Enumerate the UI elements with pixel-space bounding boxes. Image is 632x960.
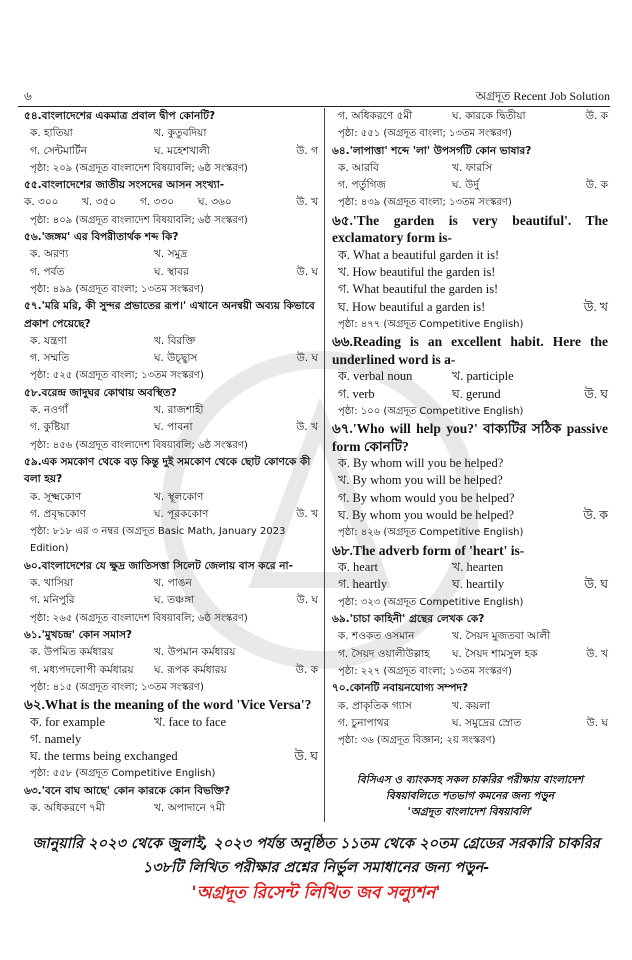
source-reference: পৃষ্ঠা: ৩৬ (অগ্রদূত বিজ্ঞান; ২য় সংস্করণ) [338, 735, 496, 747]
option: ঘ. heartily [452, 577, 505, 592]
option: গ. ৩৩০ [140, 196, 175, 209]
option-row [332, 715, 608, 732]
option-row [24, 350, 318, 367]
question-text: ৫৯.এক সমকোণ থেকে বড় কিন্তু দুই সমকোণ থেকে ছোট কোণকে কী বলা হয়? [24, 455, 311, 486]
source-reference: পৃষ্ঠা: ৪০৯ (অগ্রদূত বাংলাদেশ বিষয়াবলি; ৬ষ্ঠ সংস্করণ) [30, 214, 248, 226]
option-row [24, 419, 318, 436]
option: খ. পাঙন [154, 577, 192, 590]
option: গ. অধিকরণে ৫মী [338, 110, 413, 122]
option-row [332, 698, 608, 715]
option-row [24, 800, 318, 817]
option-row [332, 628, 608, 645]
question-text: ৬৮.The adverb form of 'heart' is- [332, 542, 525, 558]
option: খ. By whom you will be helped? [338, 473, 503, 488]
question-text: ৬৩.'বনে বাঘ আছে' কোন কারকে কোন বিভক্তি? [24, 784, 231, 797]
answer-mark: উ. খ [586, 647, 608, 660]
option-row [332, 559, 608, 576]
option: খ. কুতুবদিয়া [154, 127, 207, 140]
answer-mark: উ. ঘ [296, 352, 318, 365]
promo-line-2: ১৩৮টি লিখিত পরীক্ষার প্রশ্নের নির্ভুল সমাধানের জন্য পড়ুন- [142, 860, 490, 876]
option: ঘ. কারকে দ্বিতীয়া [452, 110, 526, 122]
source-reference: পৃষ্ঠা: ৪১৫ (অগ্রদূত বাংলা; ১৩তম সংস্করণ) [30, 681, 204, 693]
source-reference: পৃষ্ঠা: ৪৯৯ (অগ্রদূত বাংলা; ১৩তম সংস্করণ) [30, 283, 204, 295]
option: গ. By whom would you be helped? [338, 490, 515, 505]
option: ক. সূক্ষ্মকোণ [30, 490, 82, 503]
answer-mark: উ. খ [296, 196, 318, 209]
option-row [24, 644, 318, 661]
answer-mark: উ. ক [585, 179, 608, 192]
option: ক. অরণ্য [30, 248, 69, 261]
note-line-2: বিষয়াবলিতে শতভাগ কমনের জন্য পড়ুন [385, 790, 555, 802]
source-reference: পৃষ্ঠা: ৪৩৯ (অগ্রদূত বাংলা; ১৩তম সংস্করণ) [338, 197, 512, 209]
option-row [24, 246, 318, 263]
option-row [24, 592, 318, 609]
option: ক. নওগাঁ [30, 404, 68, 417]
option: ক. প্রাকৃতিক গ্যাস [338, 699, 412, 712]
question-text: ৭০.কোনটি নবায়নযোগ্য সম্পদ? [332, 682, 469, 695]
option: ক. for example [30, 714, 106, 729]
option: ক. হাতিয়া [30, 127, 73, 140]
question-text: ৬১.'মুখচন্দ্র' কোন সমাস? [24, 628, 133, 641]
option-row [332, 368, 608, 385]
source-reference: পৃষ্ঠা: ২৬৫ (অগ্রদূত বাংলাদেশ বিষয়াবলি; ৬ষ্ঠ সংস্করণ) [30, 612, 248, 624]
option-row [24, 125, 318, 142]
promo-line-1: জানুয়ারি ২০২৩ থেকে জুলাই, ২০২৩ পর্যন্ত অনুষ্ঠিত ১১তম থেকে ২০তম গ্রেডের সরকারি চাকরির [32, 836, 600, 852]
answer-mark: উ. ক [583, 508, 608, 523]
option: ক. heart [338, 560, 378, 575]
option-row [24, 264, 318, 281]
option-row [24, 333, 318, 350]
option: খ. hearten [452, 560, 504, 575]
question-text: ৫৪.বাংলাদেশের একমাত্র প্রবাল দ্বীপ কোনটি? [24, 110, 216, 122]
option: খ. সমুদ্র [154, 248, 188, 261]
source-reference: পৃষ্ঠা: ৫৫১ (অগ্রদূত বাংলা; ১৩তম সংস্করণ) [338, 128, 512, 140]
option: খ. অপাদানে ৭মী [154, 802, 225, 815]
source-reference: পৃষ্ঠা: ৮১৮ এর ৩ নম্বর (অগ্রদূত Basic Math, January 2023 Edition) [30, 526, 286, 555]
answer-mark: উ. ঘ [294, 749, 318, 764]
option-row [24, 143, 318, 160]
promo-book-title: 'অগ্রদূত রিসেন্ট লিখিত জব সল্যুশন' [191, 883, 441, 903]
answer-mark: উ. ঘ [296, 265, 318, 278]
question-text: ৫৭.'মরি মরি, কী সুন্দর প্রভাতের রূপ।' এখানে অনন্বয়ী অব্যয় কিভাবে প্রকাশ পেয়েছে? [24, 300, 315, 330]
answer-mark: উ. ঘ [584, 577, 608, 592]
source-reference: পৃষ্ঠা: ৪৭৭ (অগ্রদূত Competitive English) [338, 318, 524, 330]
option: ক. উপমিত কর্মধারয় [30, 646, 114, 659]
option-row [332, 576, 608, 593]
source-reference: পৃষ্ঠা: ৫৫৮ (অগ্রদূত Competitive English) [30, 768, 216, 780]
option: ক. What a beautiful garden it is! [338, 247, 500, 262]
option: ক. অধিকরণে ৭মী [30, 802, 105, 815]
option: ঘ. How beautiful a garden is! [338, 299, 486, 314]
option: গ. verb [338, 386, 375, 401]
option-row [332, 646, 608, 663]
option: গ. সম্মতি [30, 352, 70, 365]
option-row [24, 575, 318, 592]
option: ঘ. স্থাবর [154, 265, 189, 278]
right-column [332, 108, 608, 749]
source-reference: পৃষ্ঠা: ২০৯ (অগ্রদূত বাংলাদেশ বিষয়াবলি; ৬ষ্ঠ সংস্করণ) [30, 162, 248, 174]
option: ঘ. By whom you would be helped? [338, 508, 515, 523]
option: গ. মনিপুরি [30, 594, 75, 607]
option-row [332, 507, 608, 524]
question-text: ৫৫.বাংলাদেশের জাতীয় সংসদের আসন সংখ্যা- [24, 179, 225, 192]
source-reference: পৃষ্ঠা: ৩২৩ (অগ্রদূত Competitive English) [338, 596, 524, 608]
answer-mark: উ. ঘ [296, 594, 318, 607]
option: ঘ. রূপক কর্মধারয় [154, 663, 227, 676]
option: খ. সৈয়দ মুজতবা আলী [452, 630, 551, 643]
answer-mark: উ. ক [585, 110, 608, 122]
source-reference: পৃষ্ঠা: ১০০ (অগ্রদূত Competitive English) [338, 405, 524, 417]
option-row [24, 662, 318, 679]
note-line-3: 'অগ্রদূত বাংলাদেশ বিষয়াবলি' [407, 806, 533, 818]
column-divider [324, 108, 325, 822]
option: খ. participle [452, 369, 514, 384]
option: ঘ. উর্দু [452, 179, 479, 192]
option: গ. পর্তুগিজ [338, 179, 386, 192]
question-text: ৬৫.'The garden is very beautiful'. The exclamatory form is- [332, 212, 608, 246]
page-number: ৬ [24, 89, 32, 103]
option-row [332, 108, 608, 125]
option-row [332, 299, 608, 316]
option: ঘ. সৈয়দ শামসুল হক [452, 647, 538, 660]
option: খ. ৩৫০ [82, 196, 117, 209]
answer-mark: উ. ঘ [584, 386, 608, 401]
option: খ. স্থূলকোণ [154, 490, 204, 503]
option-row [24, 748, 318, 765]
option: ঘ. ৩৬০ [198, 196, 232, 209]
question-text: ৫৬.'জঙ্গম' এর বিপরীতার্থক শব্দ কি? [24, 231, 179, 244]
option-row [332, 455, 608, 472]
option-row [332, 490, 608, 507]
option: খ. How beautiful the garden is! [338, 265, 496, 280]
answer-mark: উ. খ [583, 299, 608, 314]
option: গ. চুনাপাথর [338, 716, 390, 729]
question-text: ৬৯.'চাচা কাহিনী' গ্রন্থের লেখক কে? [332, 613, 485, 626]
option: গ. মধ্যপদলোপী কর্মধারয় [30, 663, 134, 676]
option: ঘ. তঞ্চঙ্গা [154, 594, 195, 607]
question-text: ৬৭.'Who will help you?' বাক্যটির সঠিক passive form কোনটি? [332, 421, 608, 454]
question-text: ৬০.বাংলাদেশের যে ক্ষুদ্র জাতিসত্তা সিলেট জেলায় বাস করে না- [24, 559, 293, 572]
source-reference: পৃষ্ঠা: ২২৭ (অগ্রদূত বাংলা; ১৩তম সংস্করণ) [338, 665, 512, 677]
option: ঘ. মহেশখালী [154, 144, 210, 157]
option-row [332, 264, 608, 281]
option-row [24, 194, 318, 211]
question-text: ৬৪.'লাপাত্তা' শব্দে 'লা' উপসর্গটি কোন ভাষার? [332, 144, 532, 157]
question-text: ৫৮.বরেন্দ্র জাদুঘর কোথায় অবস্থিত? [24, 386, 177, 399]
option: ঘ. পূরককোণ [154, 507, 209, 520]
left-column [24, 108, 318, 817]
option: গ. প্রবৃদ্ধকোণ [30, 507, 86, 520]
answer-mark: উ. ক [295, 663, 318, 676]
option: ক. By whom will you be helped? [338, 456, 504, 471]
advert-note [340, 772, 600, 820]
option: ঘ. উচ্ছ্বাস [154, 352, 198, 365]
source-reference: পৃষ্ঠা: ৪৫৬ (অগ্রদূত বাংলাদেশ বিষয়াবলি; ৬ষ্ঠ সংস্করণ) [30, 439, 248, 451]
running-title: অগ্রদূত Recent Job Solution [475, 89, 610, 103]
option: খ. face to face [154, 714, 227, 729]
note-line-1: বিসিএস ও ব্যাংকসহ সকল চাকরির পরীক্ষায় বাংলাদেশ [356, 774, 584, 786]
option-row [24, 506, 318, 523]
option-row [24, 714, 318, 731]
option: গ. namely [30, 731, 82, 746]
option: খ. বিরক্তি [154, 334, 196, 347]
option: গ. পর্বত [30, 265, 65, 278]
option: ক. যন্ত্রণা [30, 334, 67, 347]
answer-mark: উ. খ [296, 421, 318, 434]
option: ক. শওকত ওসমান [338, 630, 415, 643]
option: ঘ. সমুদ্রের স্রোত [452, 716, 522, 729]
option-row [332, 281, 608, 298]
option-row [332, 177, 608, 194]
option-row [24, 402, 318, 419]
option: খ. উপমান কর্মধারয় [154, 646, 236, 659]
option: ক. ৩০০ [24, 196, 59, 209]
option-row [332, 160, 608, 177]
answer-mark: উ. গ [296, 144, 318, 157]
answer-mark: উ. খ [296, 507, 318, 520]
option-row [332, 386, 608, 403]
option: ক. verbal noun [338, 369, 413, 384]
option: গ. সেন্টমার্টিন [30, 144, 87, 157]
option: গ. কুষ্টিয়া [30, 421, 70, 434]
option-row [24, 489, 318, 506]
option-row [24, 731, 318, 748]
source-reference: পৃষ্ঠা: ৪২৬ (অগ্রদূত Competitive English) [338, 527, 524, 539]
option-row [332, 247, 608, 264]
option: খ. রাজশাহী [154, 404, 204, 417]
option: ক. আরবি [338, 161, 379, 174]
answer-mark: উ. ঘ [586, 716, 608, 729]
option: গ. সৈয়দ ওয়ালীউল্লাহ [338, 647, 430, 660]
option: গ. What beautiful the garden is! [338, 282, 499, 297]
option: ঘ. পাবনা [154, 421, 193, 434]
question-text: ৬২.What is the meaning of the word 'Vice Versa'? [24, 697, 312, 713]
option: ঘ. gerund [452, 386, 501, 401]
option: খ. কয়লা [452, 699, 490, 712]
page-header [18, 88, 610, 107]
option: গ. heartly [338, 577, 388, 592]
question-text: ৬৬.Reading is an excellent habit. Here the underlined word is a- [332, 334, 608, 367]
promo-text [20, 832, 612, 880]
option: খ. ফারসি [452, 161, 493, 174]
option-row [332, 472, 608, 489]
option: ক. খাসিয়া [30, 577, 74, 590]
source-reference: পৃষ্ঠা: ৫২৫ (অগ্রদূত বাংলা; ১৩তম সংস্করণ) [30, 370, 204, 382]
option: ঘ. the terms being exchanged [30, 749, 178, 764]
